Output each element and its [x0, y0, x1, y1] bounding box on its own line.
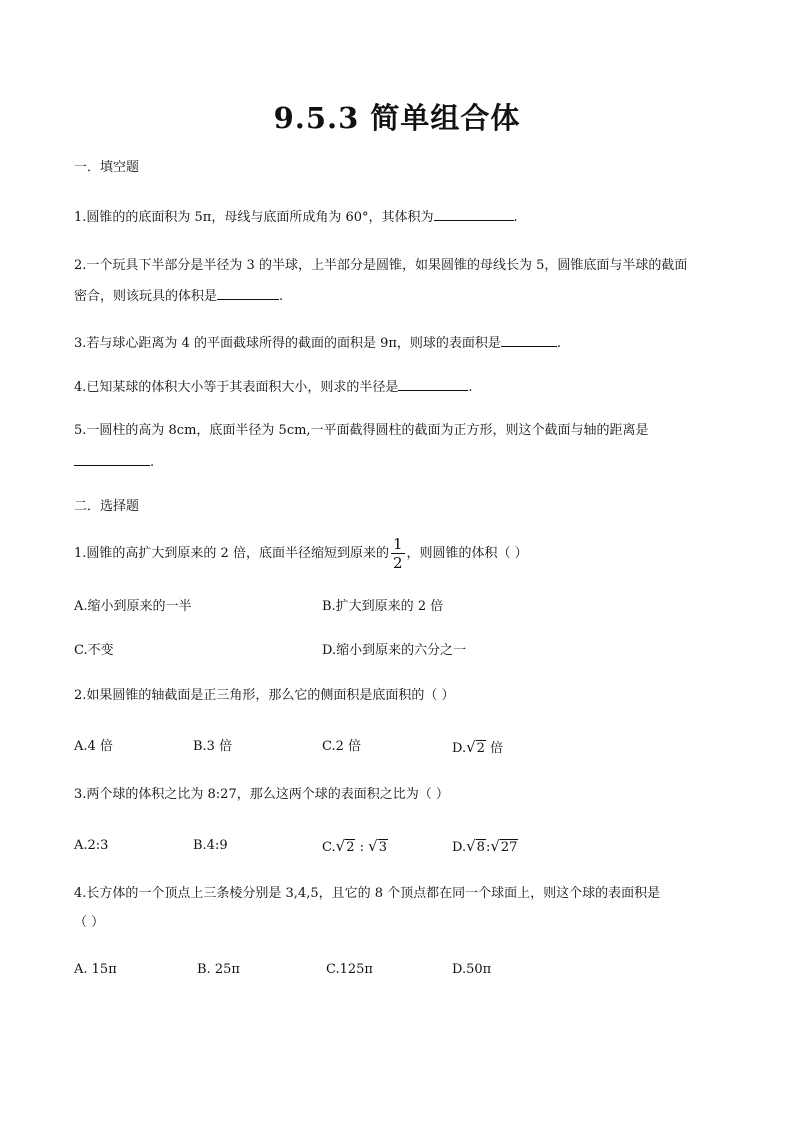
answer-blank — [501, 332, 557, 347]
radicand: 8 — [476, 840, 485, 855]
choice-question-4: 4.长方体的一个顶点上三条棱分别是 3,4,5，且它的 8 个顶点都在同一个球面上，则这个球的表面积是 — [74, 886, 661, 901]
radicand: 27 — [500, 840, 518, 855]
choice-1-option-d: D.缩小到原来的六分之一 — [322, 643, 467, 658]
radicand: 2 — [346, 840, 355, 855]
ratio-separator: : — [485, 840, 491, 855]
question-text: 3.若与球心距离为 4 的平面截球所得的截面的面积是 9π，则球的表面积是 — [74, 336, 501, 351]
question-text: 1.圆锥的高扩大到原来的 2 倍，底面半径缩短到原来的 — [74, 546, 389, 561]
question-text-end: . — [556, 336, 562, 351]
choice-4-option-a: A. 15π — [74, 962, 117, 977]
choice-4-option-c: C.125π — [326, 962, 373, 977]
question-text-end: . — [279, 289, 284, 304]
choice-3-option-d — [452, 836, 518, 858]
question-text: 密合，则该玩具的体积是 — [74, 289, 218, 304]
choice-3-option-a: A.2:3 — [74, 838, 109, 853]
option-label: D. — [452, 741, 467, 756]
fill-question-1 — [74, 206, 518, 228]
radicand: 3 — [378, 840, 387, 855]
section-heading-choice: 二．选择题 — [74, 499, 140, 514]
question-text-end: . — [150, 455, 155, 470]
question-text: 1.圆锥的的底面积为 5π，母线与底面所成角为 60°，其体积为 — [74, 210, 434, 225]
answer-blank — [217, 285, 279, 300]
ratio-separator: : — [355, 840, 369, 855]
option-suffix: 倍 — [485, 741, 504, 756]
answer-blank — [398, 376, 468, 391]
fill-question-5-cont — [74, 451, 154, 473]
fraction-numerator: 1 — [392, 535, 403, 553]
fill-question-4 — [74, 376, 473, 398]
sqrt-expression: √2 — [466, 738, 485, 756]
fraction — [391, 535, 405, 572]
question-text-end: . — [468, 380, 473, 395]
sqrt-expression: √3 — [368, 837, 387, 855]
answer-blank — [434, 206, 514, 221]
question-text-end: ，则圆锥的体积（ ） — [406, 546, 528, 561]
answer-blank — [74, 451, 150, 466]
sqrt-expression: √8 — [466, 837, 485, 855]
fill-question-2: 2.一个玩具下半部分是半径为 3 的半球，上半部分是圆锥，如果圆锥的母线长为 5，圆锥底面与半球的截面 — [74, 258, 688, 273]
radicand: 2 — [476, 741, 485, 756]
choice-question-1 — [74, 534, 528, 574]
option-label: C. — [322, 840, 336, 855]
option-label: D. — [452, 840, 467, 855]
fill-question-5: 5.一圆柱的高为 8cm，底面半径为 5cm,一平面截得圆柱的截面为正方形，则这个截面与轴的距离是 — [74, 423, 649, 438]
choice-3-option-b: B.4:9 — [193, 838, 228, 853]
sqrt-expression: √2 — [335, 837, 355, 855]
choice-2-option-b: B.3 倍 — [193, 739, 233, 754]
choice-2-option-a: A.4 倍 — [74, 739, 113, 754]
choice-question-4-paren: （ ） — [74, 915, 105, 930]
choice-2-option-c: C.2 倍 — [322, 739, 362, 754]
section-heading-fill: 一．填空题 — [74, 160, 140, 175]
choice-1-option-c: C.不变 — [74, 643, 114, 658]
fill-question-3 — [74, 332, 561, 354]
choice-3-option-c — [322, 836, 388, 858]
choice-1-option-b: B.扩大到原来的 2 倍 — [322, 599, 444, 614]
fraction-denominator: 2 — [392, 554, 403, 572]
choice-4-option-d: D.50π — [452, 962, 492, 977]
question-text: 4.已知某球的体积大小等于其表面积大小，则求的半径是 — [74, 380, 399, 395]
choice-question-3: 3.两个球的体积之比为 8:27，那么这两个球的表面积之比为（ ） — [74, 787, 449, 802]
fill-question-2-cont — [74, 285, 283, 307]
choice-2-option-d — [452, 737, 503, 759]
sqrt-expression: √27 — [490, 837, 518, 855]
choice-4-option-b: B. 25π — [197, 962, 240, 977]
question-text-end: . — [513, 210, 518, 225]
choice-question-2: 2.如果圆锥的轴截面是正三角形，那么它的侧面积是底面积的（ ） — [74, 688, 455, 703]
choice-1-option-a: A.缩小到原来的一半 — [74, 599, 192, 614]
page-title: 9.5.3 简单组合体 — [273, 101, 521, 135]
